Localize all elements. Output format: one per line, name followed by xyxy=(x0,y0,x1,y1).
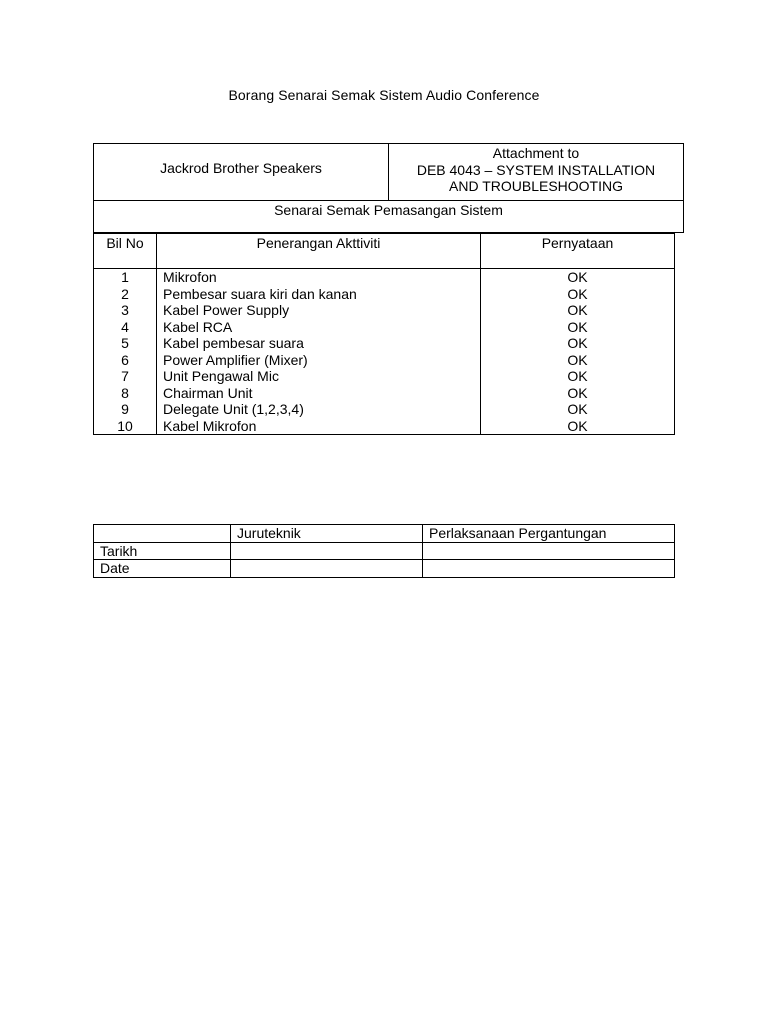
table-row xyxy=(94,302,675,319)
row-description: Mikrofon xyxy=(157,269,481,286)
table-row xyxy=(94,269,675,286)
row-description: Kabel pembesar suara xyxy=(157,335,481,352)
row-status: OK xyxy=(481,286,675,303)
column-header-status: Pernyataan xyxy=(481,234,675,269)
row-status: OK xyxy=(481,302,675,319)
row-status: OK xyxy=(481,335,675,352)
row-number: 9 xyxy=(94,401,157,418)
row-description: Power Amplifier (Mixer) xyxy=(157,352,481,369)
signoff-header-implementation: Perlaksanaan Pergantungan xyxy=(423,525,675,543)
row-description: Unit Pengawal Mic xyxy=(157,368,481,385)
checklist-header-row xyxy=(94,234,675,269)
signoff-header-row xyxy=(94,525,675,543)
row-description: Kabel Mikrofon xyxy=(157,418,481,435)
row-status: OK xyxy=(481,368,675,385)
row-description: Pembesar suara kiri dan kanan xyxy=(157,286,481,303)
attachment-line-3: AND TROUBLESHOOTING xyxy=(449,178,623,194)
table-row xyxy=(94,286,675,303)
row-number: 4 xyxy=(94,319,157,336)
row-number: 6 xyxy=(94,352,157,369)
document-title: Borang Senarai Semak Sistem Audio Conference xyxy=(228,87,540,103)
signoff-header-technician: Juruteknik xyxy=(231,525,423,543)
signoff-cell-implementation xyxy=(423,542,675,560)
signoff-row-tarikh xyxy=(94,542,675,560)
attachment-line-2: DEB 4043 – SYSTEM INSTALLATION xyxy=(416,161,656,178)
row-description: Chairman Unit xyxy=(157,385,481,402)
signoff-cell-technician xyxy=(231,542,423,560)
signoff-cell-implementation xyxy=(423,560,675,578)
row-status: OK xyxy=(481,401,675,418)
table-row xyxy=(94,352,675,369)
signoff-row-label: Tarikh xyxy=(94,542,231,560)
row-status: OK xyxy=(481,319,675,336)
row-number: 2 xyxy=(94,286,157,303)
signoff-corner-cell xyxy=(94,525,231,543)
table-row xyxy=(94,401,675,418)
attachment-info xyxy=(389,144,683,201)
row-number: 3 xyxy=(94,302,157,319)
row-description: Kabel Power Supply xyxy=(157,302,481,319)
row-status: OK xyxy=(481,385,675,402)
row-description: Delegate Unit (1,2,3,4) xyxy=(157,401,481,418)
column-header-description: Penerangan Akttiviti xyxy=(157,234,481,269)
table-row xyxy=(94,385,675,402)
attachment-line-1: Attachment to xyxy=(492,145,580,161)
table-row xyxy=(94,319,675,336)
row-number: 8 xyxy=(94,385,157,402)
signoff-row-label: Date xyxy=(94,560,231,578)
column-header-no: Bil No xyxy=(94,234,157,269)
table-row xyxy=(94,418,675,435)
header-box xyxy=(93,143,684,233)
row-number: 7 xyxy=(94,368,157,385)
row-number: 10 xyxy=(94,418,157,435)
checklist-table xyxy=(93,233,675,435)
signoff-row-date xyxy=(94,560,675,578)
row-number: 5 xyxy=(94,335,157,352)
checklist-subtitle: Senarai Semak Pemasangan Sistem xyxy=(274,202,503,218)
signoff-table xyxy=(93,524,675,578)
signoff-cell-technician xyxy=(231,560,423,578)
row-description: Kabel RCA xyxy=(157,319,481,336)
row-status: OK xyxy=(481,269,675,286)
row-status: OK xyxy=(481,352,675,369)
row-status: OK xyxy=(481,418,675,435)
row-number: 1 xyxy=(94,269,157,286)
table-row xyxy=(94,368,675,385)
table-row xyxy=(94,335,675,352)
speaker-name: Jackrod Brother Speakers xyxy=(94,144,389,200)
